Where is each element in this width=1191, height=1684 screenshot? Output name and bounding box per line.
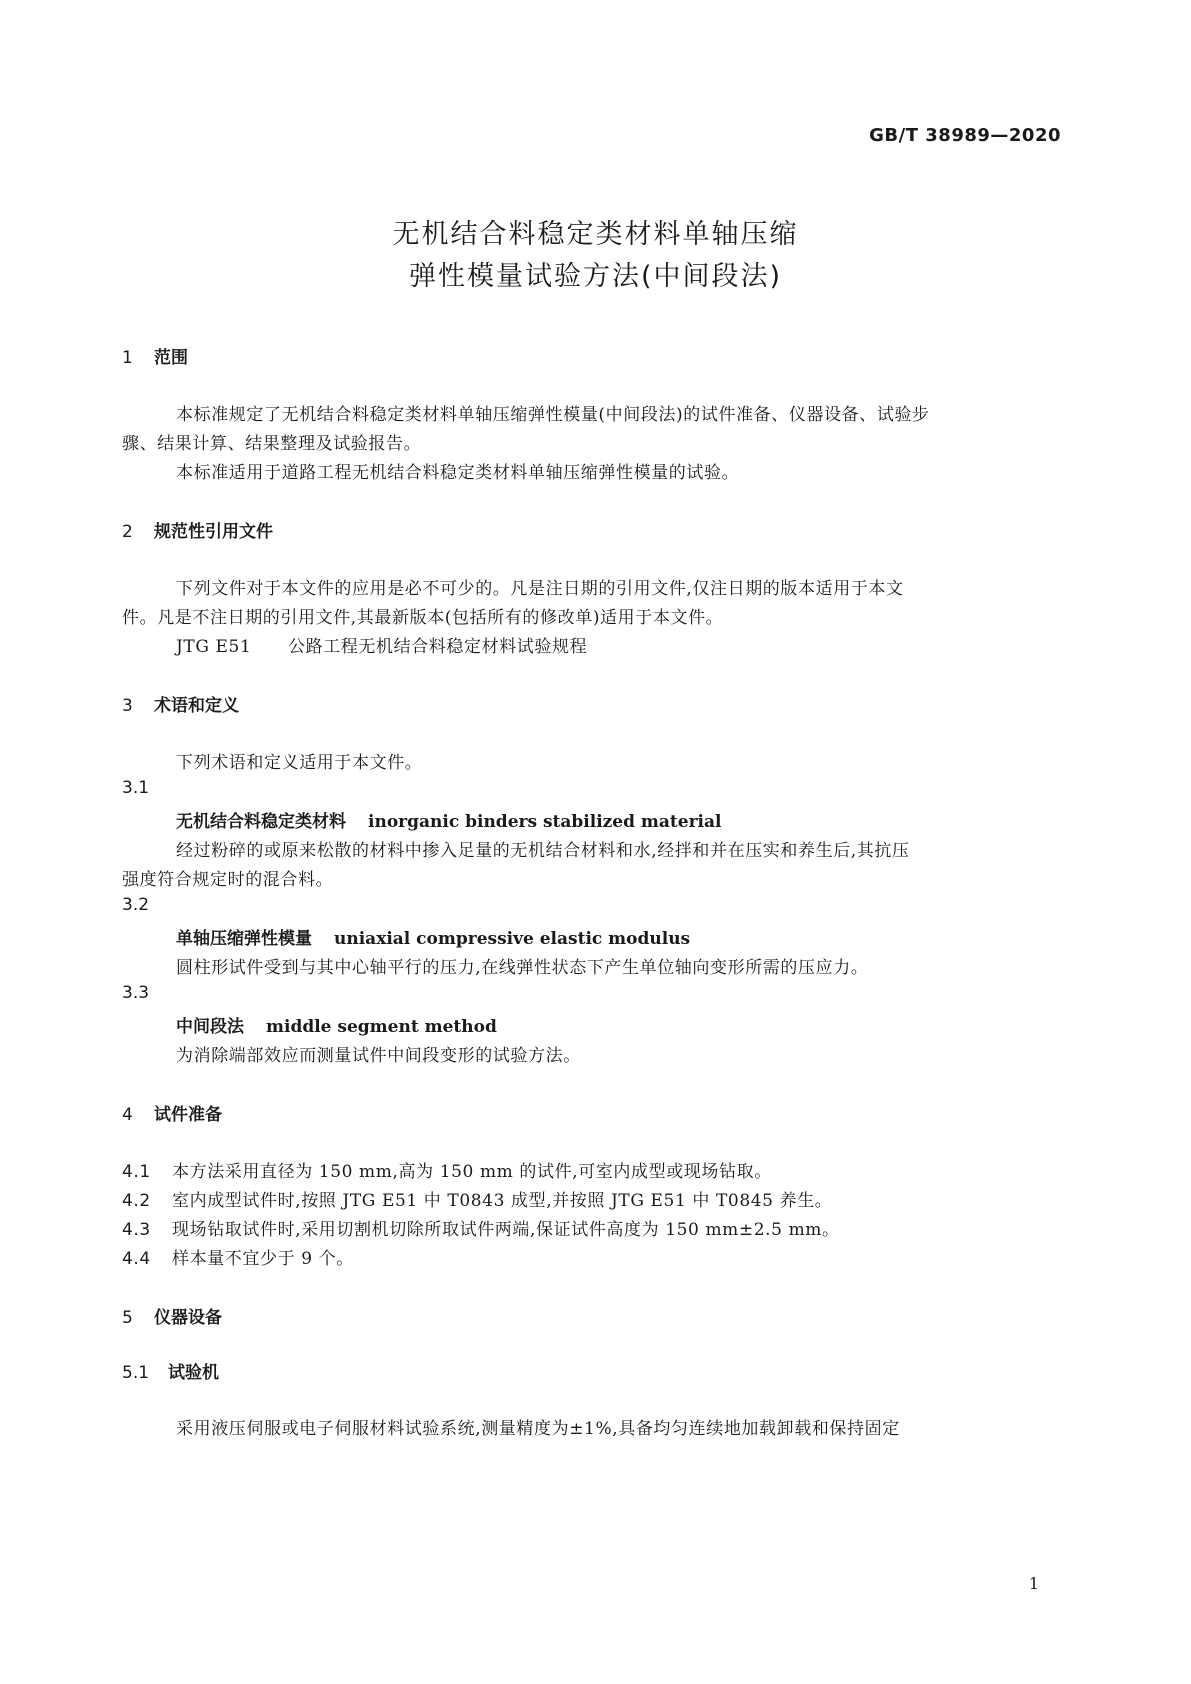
document-title-line-1: 无机结合料稳定类材料单轴压缩 [392, 219, 799, 250]
section-1-paragraph-1-line-1: 本标准规定了无机结合料稳定类材料单轴压缩弹性模量(中间段法)的试件准备、仪器设备、试验步 [176, 405, 930, 425]
clause-4-3 [122, 1215, 840, 1240]
term-3-1-number: 3.1 [122, 778, 150, 798]
clause-number: 4.4 [122, 1249, 151, 1269]
term-zh: 无机结合料稳定类材料 [176, 812, 346, 832]
term-zh: 单轴压缩弹性模量 [176, 929, 312, 949]
section-1-heading [122, 343, 188, 368]
term-3-3-number: 3.3 [122, 983, 150, 1003]
term-3-2-number: 3.2 [122, 895, 150, 915]
clause-text: 本方法采用直径为 150 mm,高为 150 mm 的试件,可室内成型或现场钻取。 [172, 1162, 772, 1182]
term-3-3 [176, 1012, 497, 1037]
clause-text: 样本量不宜少于 9 个。 [172, 1249, 354, 1269]
section-1-paragraph-1-line-2: 骤、结果计算、结果整理及试验报告。 [122, 434, 422, 454]
subsection-title: 试验机 [168, 1363, 219, 1383]
section-number: 5 [122, 1308, 133, 1328]
subsection-number: 5.1 [122, 1363, 150, 1383]
section-number: 3 [122, 696, 133, 716]
term-3-1-definition-line-1: 经过粉碎的或原来松散的材料中掺入足量的无机结合材料和水,经拌和并在压实和养生后,其抗压 [176, 841, 910, 861]
term-3-2 [176, 924, 690, 949]
term-3-3-definition: 为消除端部效应而测量试件中间段变形的试验方法。 [176, 1046, 581, 1066]
clause-4-1 [122, 1157, 772, 1182]
term-en: middle segment method [266, 1017, 497, 1037]
section-2-paragraph-1-line-1: 下列文件对于本文件的应用是必不可少的。凡是注日期的引用文件,仅注日期的版本适用于本文 [176, 579, 904, 599]
reference-title: 公路工程无机结合料稳定材料试验规程 [288, 637, 588, 657]
section-2-heading [122, 517, 273, 542]
clause-text: 室内成型试件时,按照 JTG E51 中 T0843 成型,并按照 JTG E51 中 T0845 养生。 [172, 1191, 833, 1211]
clause-4-2 [122, 1186, 832, 1211]
section-number: 1 [122, 348, 133, 368]
section-number: 4 [122, 1105, 133, 1125]
term-3-1 [176, 807, 722, 832]
clause-4-4 [122, 1244, 354, 1269]
section-1-paragraph-2: 本标准适用于道路工程无机结合料稳定类材料单轴压缩弹性模量的试验。 [176, 463, 740, 483]
term-3-2-definition: 圆柱形试件受到与其中心轴平行的压力,在线弹性状态下产生单位轴向变形所需的压应力。 [176, 958, 869, 978]
section-title: 试件准备 [154, 1105, 222, 1125]
document-title-line-2: 弹性模量试验方法(中间段法) [408, 261, 783, 292]
term-3-1-definition-line-2: 强度符合规定时的混合料。 [122, 870, 334, 890]
section-4-heading [122, 1100, 222, 1125]
section-title: 术语和定义 [154, 696, 239, 716]
subsection-5-1-heading [122, 1358, 219, 1383]
section-title: 范围 [154, 348, 188, 368]
section-title: 仪器设备 [154, 1308, 222, 1328]
page-number: 1 [1028, 1574, 1039, 1593]
section-3-intro: 下列术语和定义适用于本文件。 [176, 753, 423, 773]
clause-number: 4.1 [122, 1162, 151, 1182]
section-title: 规范性引用文件 [154, 522, 273, 542]
clause-text: 现场钻取试件时,采用切割机切除所取试件两端,保证试件高度为 150 mm±2.5 mm。 [172, 1220, 840, 1240]
term-zh: 中间段法 [176, 1017, 244, 1037]
section-2-paragraph-1-line-2: 件。凡是不注日期的引用文件,其最新版本(包括所有的修改单)适用于本文件。 [122, 608, 724, 628]
subsection-5-1-paragraph: 采用液压伺服或电子伺服材料试验系统,测量精度为±1%,具备均匀连续地加载卸载和保持固定 [176, 1419, 900, 1439]
section-number: 2 [122, 522, 133, 542]
term-en: uniaxial compressive elastic modulus [334, 929, 691, 949]
reference-code: JTG E51 [176, 637, 252, 657]
term-en: inorganic binders stabilized material [368, 812, 722, 832]
normative-reference [176, 632, 587, 657]
standard-code: GB/T 38989—2020 [869, 125, 1061, 146]
clause-number: 4.2 [122, 1191, 151, 1211]
clause-number: 4.3 [122, 1220, 151, 1240]
section-5-heading [122, 1303, 222, 1328]
section-3-heading [122, 691, 239, 716]
